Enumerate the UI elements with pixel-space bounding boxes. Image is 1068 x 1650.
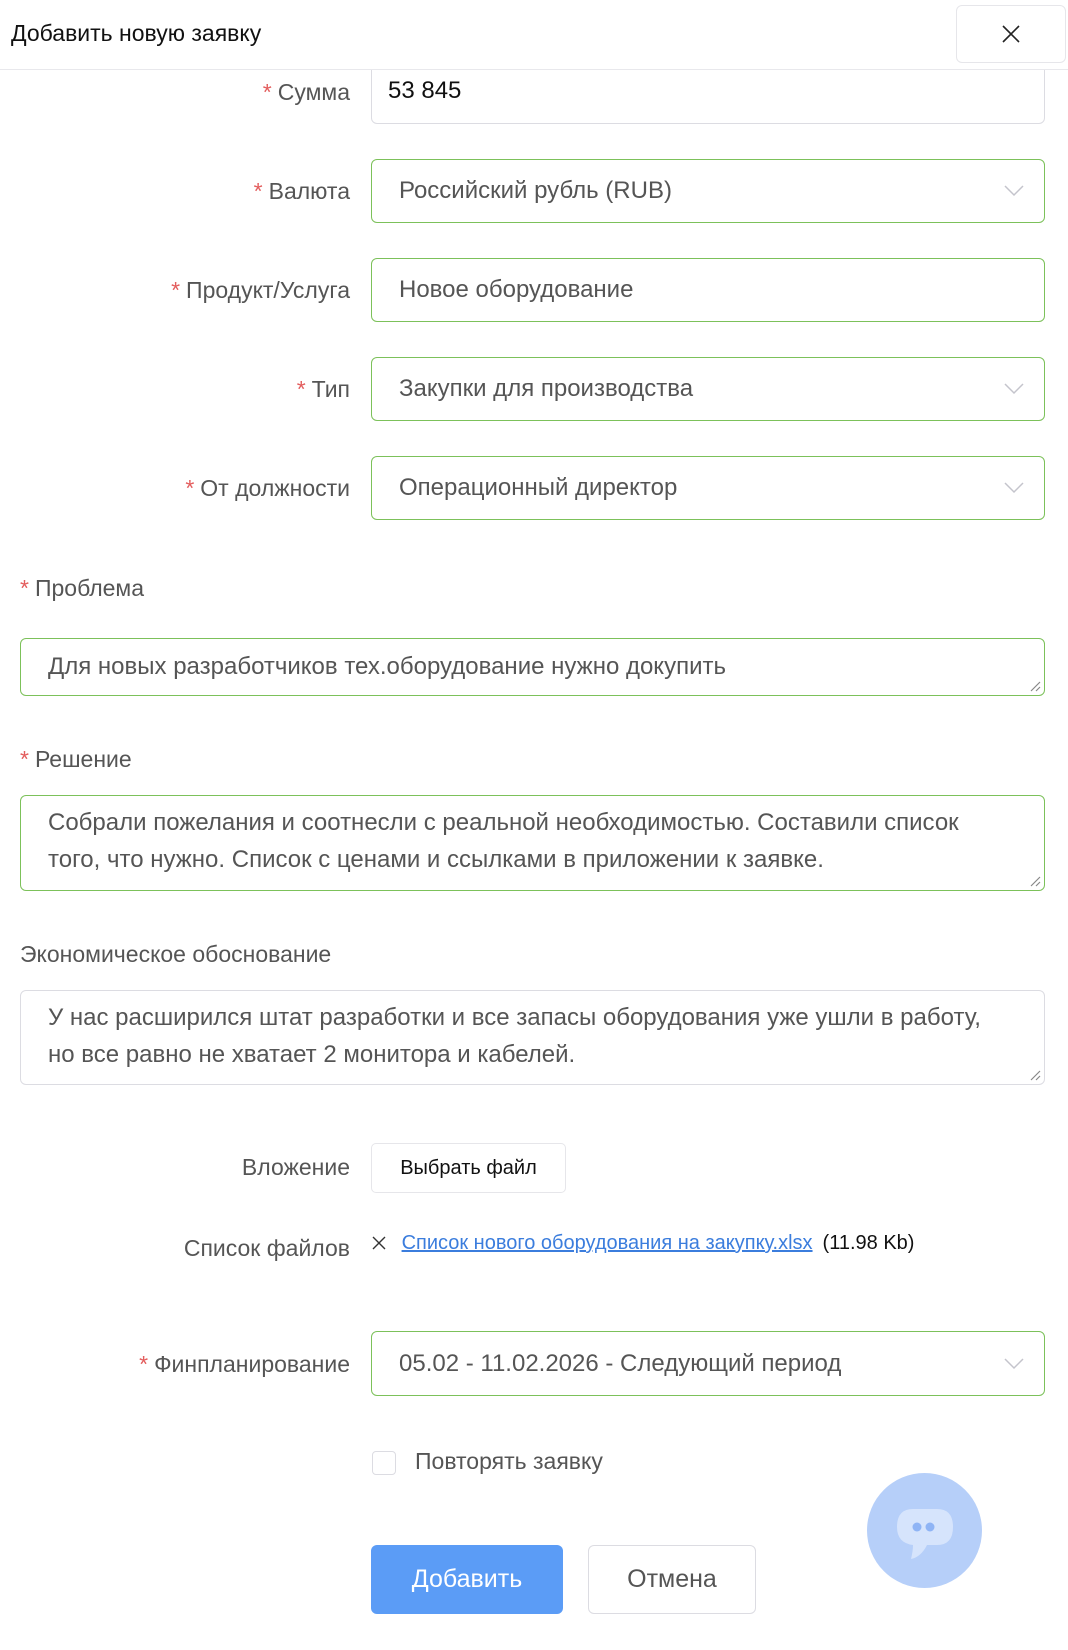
choose-file-button[interactable]: Выбрать файл	[371, 1143, 566, 1193]
economic-label: Экономическое обоснование	[20, 941, 332, 967]
problem-textarea[interactable]: Для новых разработчиков тех.оборудование нужно докупить	[20, 638, 1045, 696]
solution-label: * Решение	[20, 746, 132, 772]
product-input[interactable]: Новое оборудование	[371, 258, 1045, 322]
chevron-down-icon	[1004, 482, 1024, 494]
dialog-title: Добавить новую заявку	[11, 20, 262, 46]
currency-select[interactable]: Российский рубль (RUB)	[371, 159, 1045, 223]
position-label: * От должности	[185, 475, 350, 501]
remove-file-icon[interactable]	[372, 1236, 386, 1250]
resize-handle-icon[interactable]	[1029, 680, 1041, 692]
dialog-header	[0, 0, 1068, 70]
attachment-label: Вложение	[241, 1154, 350, 1180]
file-link[interactable]: Список нового оборудования на закупку.xlsx	[401, 1232, 813, 1254]
product-label: * Продукт/Услуга	[171, 277, 350, 303]
chevron-down-icon	[1004, 185, 1024, 197]
finplan-select[interactable]: 05.02 - 11.02.2026 - Следующий период	[371, 1331, 1045, 1396]
resize-handle-icon[interactable]	[1029, 875, 1041, 887]
sum-input[interactable]: 53 845	[371, 58, 1045, 124]
chevron-down-icon	[1004, 383, 1024, 395]
chat-widget-button[interactable]	[867, 1473, 982, 1588]
position-select[interactable]: Операционный директор	[371, 456, 1045, 520]
chevron-down-icon	[1004, 1358, 1024, 1370]
add-button[interactable]: Добавить	[371, 1545, 563, 1614]
close-icon	[1002, 25, 1020, 43]
file-size: (11.98 Kb)	[822, 1232, 915, 1254]
resize-handle-icon[interactable]	[1029, 1069, 1041, 1081]
repeat-label[interactable]: Повторять заявку	[415, 1448, 603, 1474]
close-button[interactable]	[956, 5, 1066, 63]
type-select[interactable]: Закупки для производства	[371, 357, 1045, 421]
cancel-button[interactable]: Отмена	[588, 1545, 756, 1614]
currency-label: * Валюта	[253, 178, 350, 204]
files-label: Список файлов	[183, 1235, 350, 1261]
problem-label: * Проблема	[20, 575, 145, 601]
economic-textarea[interactable]: У нас расширился штат разработки и все запасы оборудования уже ушли в работу, но все равно не хватает 2 монитора и кабелей.	[20, 990, 1045, 1085]
sum-label: * Сумма	[262, 79, 350, 105]
chat-icon	[893, 1501, 957, 1565]
solution-textarea[interactable]: Собрали пожелания и соотнесли с реальной необходимостью. Составили список того, что нужно. Список с ценами и ссылками в приложении к заявке.	[20, 795, 1045, 891]
finplan-label: * Финпланирование	[139, 1351, 350, 1377]
repeat-checkbox[interactable]	[372, 1451, 396, 1475]
file-list-item	[372, 1232, 914, 1255]
type-label: * Тип	[296, 376, 350, 402]
